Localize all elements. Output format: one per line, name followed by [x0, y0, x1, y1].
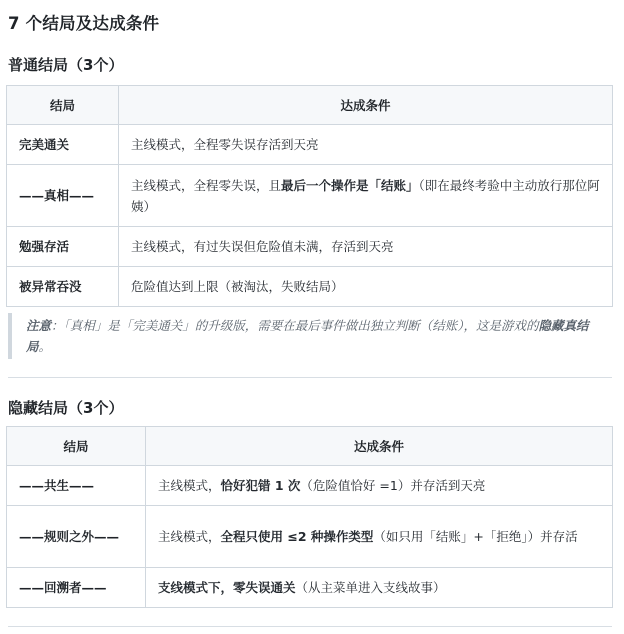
table-header-row: [7, 427, 613, 466]
ending-condition: 主线模式，恰好犯错 1 次（危险值恰好 =1）并存活到天亮: [146, 466, 613, 506]
ending-name: ——共生——: [7, 466, 146, 506]
ending-name: 被异常吞没: [7, 267, 119, 307]
ending-name: ——规则之外——: [7, 506, 146, 568]
ending-name: ——回溯者——: [7, 568, 146, 608]
ending-condition: 危险值达到上限（被淘汰，失败结局）: [119, 267, 613, 307]
header-condition: 达成条件: [119, 86, 613, 125]
header-ending: 结局: [7, 86, 119, 125]
header-ending: 结局: [7, 427, 146, 466]
table-row: [7, 267, 613, 307]
table-row: [7, 506, 613, 568]
note-text: ：「真相」是「完美通关」的升级版，需要在最后事件做出独立判断（结账），这是游戏的: [51, 318, 539, 333]
table-row: [7, 466, 613, 506]
table-header-row: [7, 86, 613, 125]
note-bold: 隐藏真结局: [26, 318, 589, 354]
page-title: 7 个结局及达成条件: [8, 14, 160, 33]
ending-condition: 主线模式，全程零失误，且最后一个操作是「结账」（即在最终考验中主动放行那位阿姨）: [119, 165, 613, 227]
divider: [8, 626, 612, 627]
header-condition: 达成条件: [146, 427, 613, 466]
ending-name: ——真相——: [7, 165, 119, 227]
hidden-endings-heading: 隐藏结局（3个）: [8, 399, 124, 417]
ending-condition: 主线模式，有过失误但危险值未满，存活到天亮: [119, 227, 613, 267]
ending-condition: 支线模式下，零失误通关（从主菜单进入支线故事）: [146, 568, 613, 608]
ending-condition: 主线模式，全程只使用 ≤2 种操作类型（如只用「结账」+「拒绝」）并存活: [146, 506, 613, 568]
normal-endings-table: [6, 85, 613, 307]
ending-condition: 主线模式，全程零失误存活到天亮: [119, 125, 613, 165]
table-row: [7, 568, 613, 608]
ending-name: 完美通关: [7, 125, 119, 165]
hidden-endings-table: [6, 426, 613, 608]
ending-name: 勉强存活: [7, 227, 119, 267]
note-blockquote: 注意：「真相」是「完美通关」的升级版，需要在最后事件做出独立判断（结账），这是游戏的隐藏真结局。: [8, 313, 608, 359]
table-row: [7, 125, 613, 165]
note-label: 注意: [26, 318, 52, 333]
table-row: [7, 165, 613, 227]
normal-endings-heading: 普通结局（3个）: [8, 56, 124, 74]
table-row: [7, 227, 613, 267]
divider: [8, 377, 612, 378]
